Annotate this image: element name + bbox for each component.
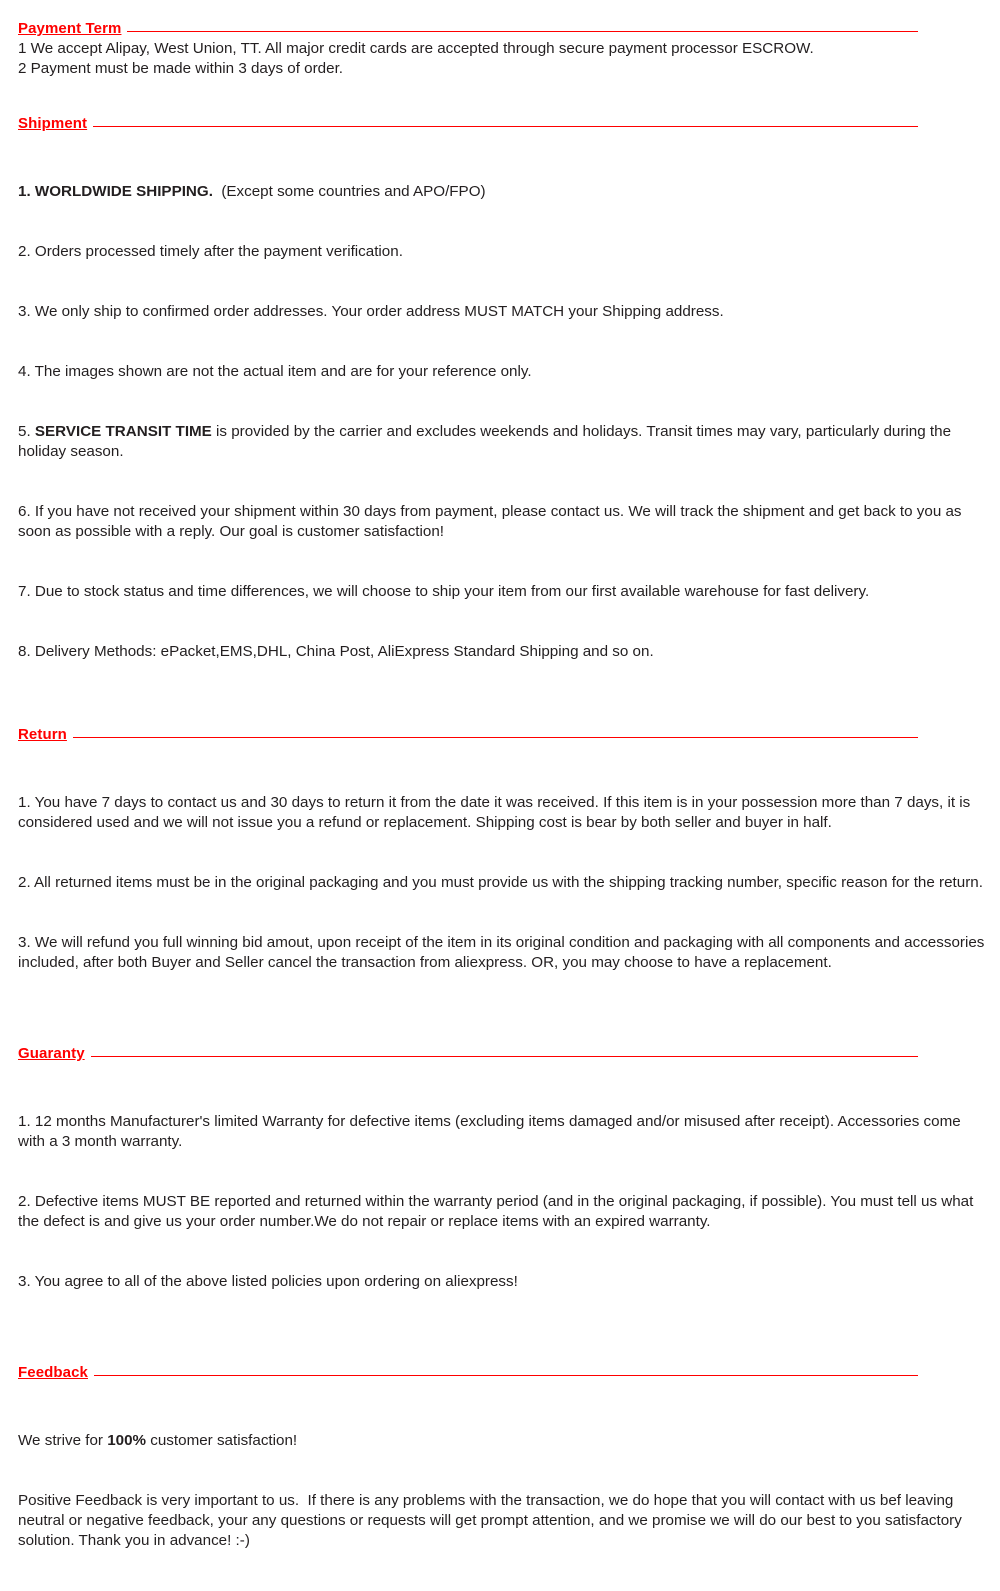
paragraph: 6. If you have not received your shipment within 30 days from payment, please contact us. We will track the shipment and get back to you as soon as possible with a reply. Our goal is customer satisfaction! <box>18 503 966 540</box>
spacer <box>18 134 988 142</box>
section-header-guaranty <box>18 1045 988 1062</box>
section-body-shipment <box>18 142 988 702</box>
section-title-feedback: Feedback <box>18 1364 88 1381</box>
section-divider-shipment <box>93 126 918 127</box>
section-divider-feedback <box>94 1375 918 1376</box>
section-feedback <box>18 1364 988 1591</box>
paragraph: We strive for 100% customer satisfaction! <box>18 1432 298 1449</box>
paragraph: 2. Orders processed timely after the payment verification. <box>18 243 403 260</box>
paragraph: 4. The images shown are not the actual item and are for your reference only. <box>18 363 532 380</box>
spacer <box>18 1338 988 1364</box>
section-header-feedback <box>18 1364 988 1381</box>
section-body-payment-term <box>18 39 988 79</box>
paragraph: Positive Feedback is very important to us. If there is any problems with the transaction, we do hope that you will contact with us bef leaving neutral or negative feedback, your any questions or requests will get prompt attention, and we promise we will do our best to you satisfactory solution. Thank you in advance! :-) <box>18 1492 967 1549</box>
paragraph: 1 We accept Alipay, West Union, TT. All major credit cards are accepted through secure payment processor ESCROW. <box>18 40 814 57</box>
paragraph: 1. You have 7 days to contact us and 30 days to return it from the date it was received. If this item is in your possession more than 7 days, it is considered used and we will not issue you a refund or replacement. Shipping cost is bear by both seller and buyer in half. <box>18 794 975 831</box>
paragraph: 3. We will refund you full winning bid amout, upon receipt of the item in its original condition and packaging with all components and accessories included, after both Buyer and Seller cancel the transaction from aliexpress. OR, you may choose to have a replacement. <box>18 934 989 971</box>
paragraph: 1. WORLDWIDE SHIPPING. (Except some countries and APO/FPO) <box>18 183 486 200</box>
spacer <box>18 1019 988 1045</box>
paragraph: 1. 12 months Manufacturer's limited Warranty for defective items (excluding items damaged and/or misused after receipt). Accessories come with a 3 month warranty. <box>18 1113 965 1150</box>
paragraph: 2. Defective items MUST BE reported and returned within the warranty period (and in the original packaging, if possible). You must tell us what the defect is and give us your order number.We do not repair or replace items with an expired warranty. <box>18 1193 978 1230</box>
section-header-shipment <box>18 115 988 132</box>
paragraph: 8. Delivery Methods: ePacket,EMS,DHL, China Post, AliExpress Standard Shipping and so on. <box>18 643 654 660</box>
paragraph: 2 Payment must be made within 3 days of order. <box>18 60 344 77</box>
section-divider-guaranty <box>91 1056 918 1057</box>
paragraph: 2. All returned items must be in the original packaging and you must provide us with the shipping tracking number, specific reason for the return. <box>18 874 983 891</box>
paragraph: 3. We only ship to confirmed order addresses. Your order address MUST MATCH your Shipping address. <box>18 303 724 320</box>
section-title-guaranty: Guaranty <box>18 1045 85 1062</box>
section-guaranty <box>18 1045 988 1332</box>
section-header-payment-term <box>18 20 988 37</box>
spacer <box>18 745 988 753</box>
section-title-return: Return <box>18 726 67 743</box>
spacer <box>18 1064 988 1072</box>
section-shipment <box>18 115 988 702</box>
paragraph: 7. Due to stock status and time differences, we will choose to ship your item from our first available warehouse for fast delivery. <box>18 583 870 600</box>
section-divider-payment-term <box>127 31 918 32</box>
spacer <box>18 85 988 115</box>
spacer <box>18 708 988 726</box>
section-body-return <box>18 753 988 1013</box>
section-divider-return <box>73 737 918 738</box>
section-title-shipment: Shipment <box>18 115 88 132</box>
section-return <box>18 726 988 1013</box>
paragraph: 3. You agree to all of the above listed policies upon ordering on aliexpress! <box>18 1273 518 1290</box>
section-payment-term <box>18 20 988 79</box>
spacer <box>18 1383 988 1391</box>
section-header-return <box>18 726 988 743</box>
paragraph: 5. SERVICE TRANSIT TIME is provided by the carrier and excludes weekends and holidays. Transit times may vary, particularly during the holiday season. <box>18 423 956 460</box>
section-body-guaranty <box>18 1072 988 1332</box>
section-title-payment-term: Payment Term <box>18 20 122 37</box>
section-body-feedback <box>18 1391 988 1591</box>
